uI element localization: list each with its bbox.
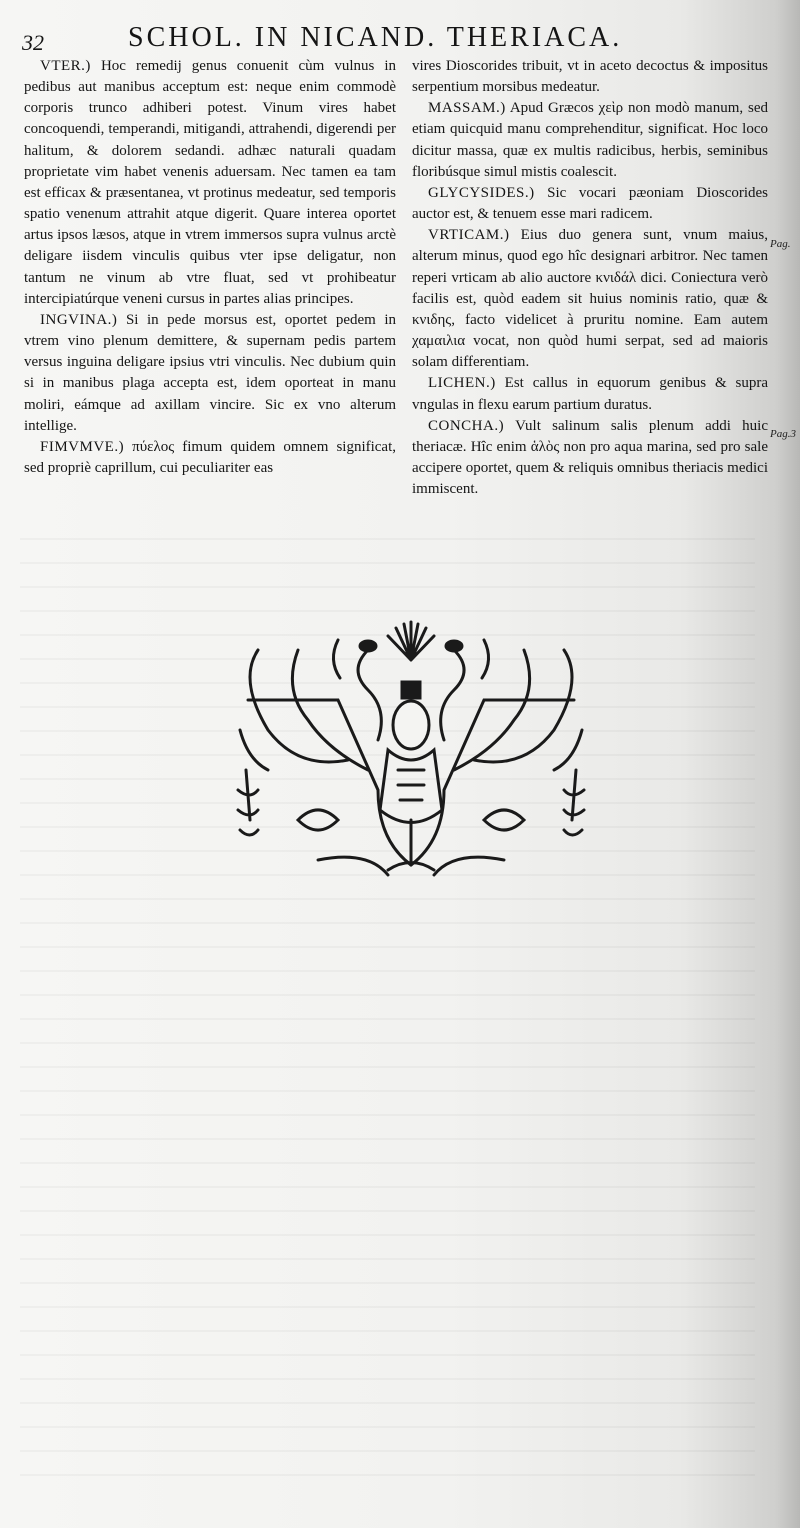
paragraph — [24, 56, 396, 310]
paragraph — [412, 373, 768, 415]
paragraph-text: πύελος fimum quidem omnem significat, sed propriè caprillum, cui peculiariter eas — [24, 438, 397, 476]
paragraph — [412, 56, 768, 98]
lemma: GLYCYSIDES.) — [428, 184, 535, 201]
lemma: LICHEN.) — [428, 375, 496, 392]
paragraph — [24, 310, 396, 437]
printers-ornament-icon — [228, 620, 594, 890]
left-column — [24, 56, 396, 479]
paragraph-text: Est callus in equorum genibus & supra vngulas in flexu earum partium duratus. — [412, 375, 769, 413]
paragraph-text: Sic vocari pæoniam Dioscorides auctor est, & tenuem esse mari radicem. — [412, 184, 769, 223]
right-column — [412, 56, 768, 500]
margin-note: Pag. — [770, 238, 791, 250]
lemma: INGVINA.) — [40, 311, 118, 328]
paragraph — [412, 183, 768, 225]
lemma: CONCHA.) — [428, 417, 505, 434]
lemma: VRTICAM.) — [428, 227, 510, 244]
paragraph-text: Eius duo genera sunt, vnum maius, alterum minus, quod ego hîc designari arbitror. Nec tamen reperi vrticam ab alio auctore κνιδάλ dici. Coniectura verò facilis est, quòd eadem sit huius nominis ratio, quæ & κνιδης, facto videlicet à pruritu nomine. Eam autem χαμαιλια vocat, non quòd humi serpat, sed ad maioris solam differentiam. — [412, 227, 768, 371]
lemma: MASSAM.) — [428, 100, 506, 117]
paragraph — [412, 416, 768, 501]
running-head: SCHOL. IN NICAND. THERIACA. — [128, 22, 623, 53]
paragraph-text: vires Dioscorides tribuit, vt in aceto decoctus & impositus serpentium morsibus medeatur. — [412, 58, 768, 96]
paragraph-text: Apud Græcos χεὶρ non modò manum, sed etiam quicquid manu comprehenditur, significat. Hoc loco dicitur massa, quæ ex multis radicibus, herbis, seminibus floribúsque simul mistis coalescit. — [412, 100, 768, 180]
paragraph — [24, 437, 396, 479]
lemma: VTER.) — [40, 58, 91, 74]
paragraph — [412, 98, 768, 183]
paragraph — [412, 225, 768, 373]
page-number: 32 — [22, 30, 44, 55]
paragraph-text: Vult salinum salis plenum addi huic theriacæ. Hîc enim ἁλὸς non pro aqua marina, sed pro sale accipere oportet, quem & reliquis omnibus theriacis medici immiscent. — [412, 417, 768, 498]
paragraph-text: Si in pede morsus est, oportet pedem in vtrem vino plenum demittere, & supernam pedis partem versus inguina deligare ipsius vtri vinculis. Nec dubium quin si in manibus plaga accepta est, idem oporteat in manu moliri, eámque ad axillam vincire. Sic ex vno alterum intellige. — [24, 311, 396, 434]
lemma: FIMVMVE.) — [40, 438, 125, 455]
margin-note: Pag.3 — [770, 428, 796, 440]
paragraph-text: Hoc remedij genus conuenit cùm vulnus in pedibus aut manibus acceptum est: neque enim commodè corporis trunco adhiberi potest. Vinum vires habet concoquendi, temperandi, mitigandi, attrahendi, digerendi per halitum, & dolorem sedandi. adhæc naturali quadam proprietate vim habet venenis aduersam. Nec tamen ea tam est efficax & præsentanea, vt protinus medeatur, sed temporis spatio venenum attrahit atque digerit. Quare interea oportet artus ipsos læsos, atque in vtrem immersos supra vulnus arctè deligare iisdem vinculis quibus vter ipse deligatur, non tantum ne vinum ab vtre fluat, sed vt prohibeatur intercipiatúrque veneni cursus in partes alias principes. — [24, 58, 397, 307]
